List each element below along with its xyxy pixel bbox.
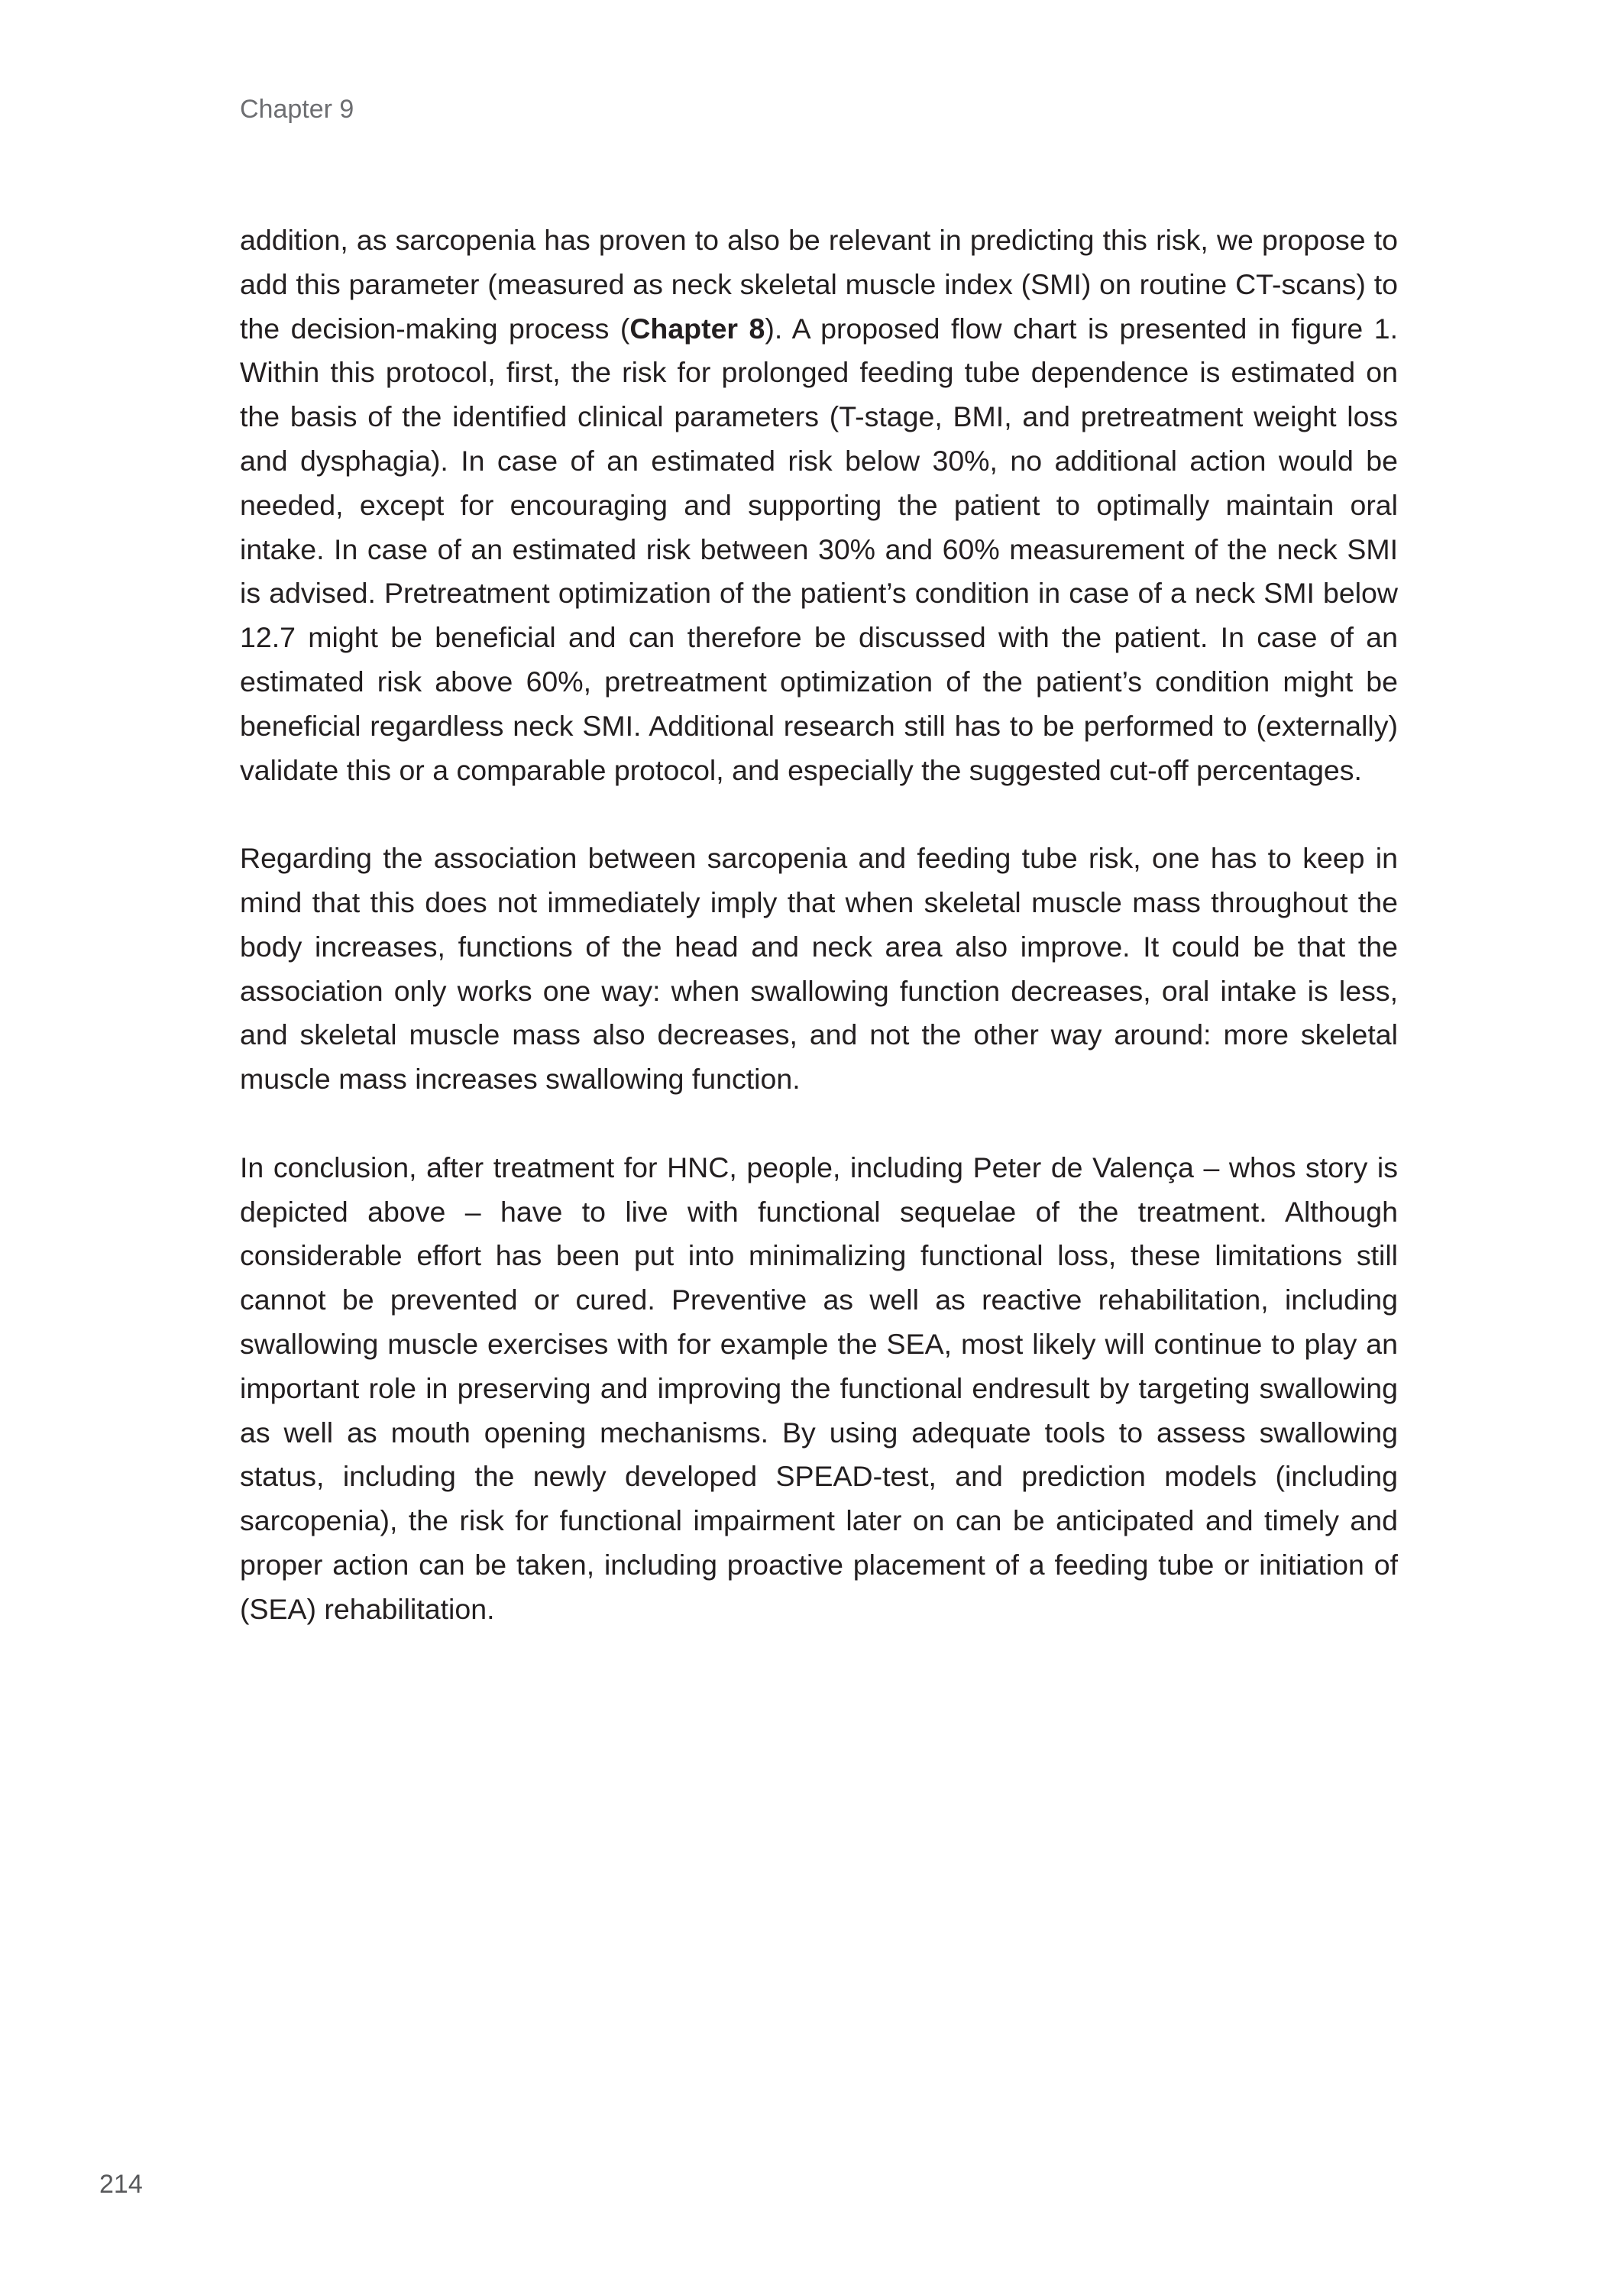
body-text: [240, 219, 1398, 1632]
paragraph-conclusion: In conclusion, after treatment for HNC, people, including Peter de Valença – whos story is depicted above – have to live with functional sequelae of the treatment. Although considerable effort has been put into minimalizing functional loss, these limitations still cannot be prevented or cured. Preventive as well as reactive rehabilitation, including swallowing muscle exercises with for example the SEA, most likely will continue to play an important role in preserving and improving the functional endresult by targeting swallowing as well as mouth opening mechanisms. By using adequate tools to assess swallowing status, including the newly developed SPEAD-test, and prediction models (including sarcopenia), the risk for functional impairment later on can be anticipated and timely and proper action can be taken, including proactive placement of a feeding tube or initiation of (SEA) rehabilitation.: [240, 1151, 1398, 1625]
paragraph-association: Regarding the association between sarcopenia and feeding tube risk, one has to keep in mind that this does not immediately imply that when skeletal muscle mass throughout the body increases, functions of the head and neck area also improve. It could be that the association only works one way: when swallowing function decreases, oral intake is less, and skeletal muscle mass also decreases, and not the other way around: more skeletal muscle mass increases swallowing function.: [240, 842, 1398, 1096]
page-number: 214: [99, 2170, 143, 2199]
chapter-reference: Chapter 8: [629, 312, 765, 345]
paragraph-sarcopenia-protocol: [240, 219, 1398, 792]
paragraph-text-start: addition, as sarcopenia has proven to also be relevant in predicting this risk, we propose to add this parameter (measured as neck skeletal muscle index (SMI) on routine CT-scans) to the decision-making process (: [240, 224, 1398, 345]
paragraph-text-end: ). A proposed flow chart is presented in figure 1. Within this protocol, first, the risk for prolonged feeding tube dependence is estimated on the basis of the identified clinical parameters (T-stage, BMI, and pretreatment weight loss and dysphagia). In case of an estimated risk below 30%, no additional action would be needed, except for encouraging and supporting the patient to optimally maintain oral intake. In case of an estimated risk between 30% and 60% measurement of the neck SMI is advised. Pretreatment optimization of the patient’s condition in case of a neck SMI below 12.7 might be beneficial and can therefore be discussed with the patient. In case of an estimated risk above 60%, pretreatment optimization of the patient’s condition might be beneficial regardless neck SMI. Additional research still has to be performed to (externally) validate this or a comparable protocol, and especially the suggested cut-off percentages.: [240, 312, 1399, 786]
running-header: Chapter 9: [240, 95, 354, 124]
